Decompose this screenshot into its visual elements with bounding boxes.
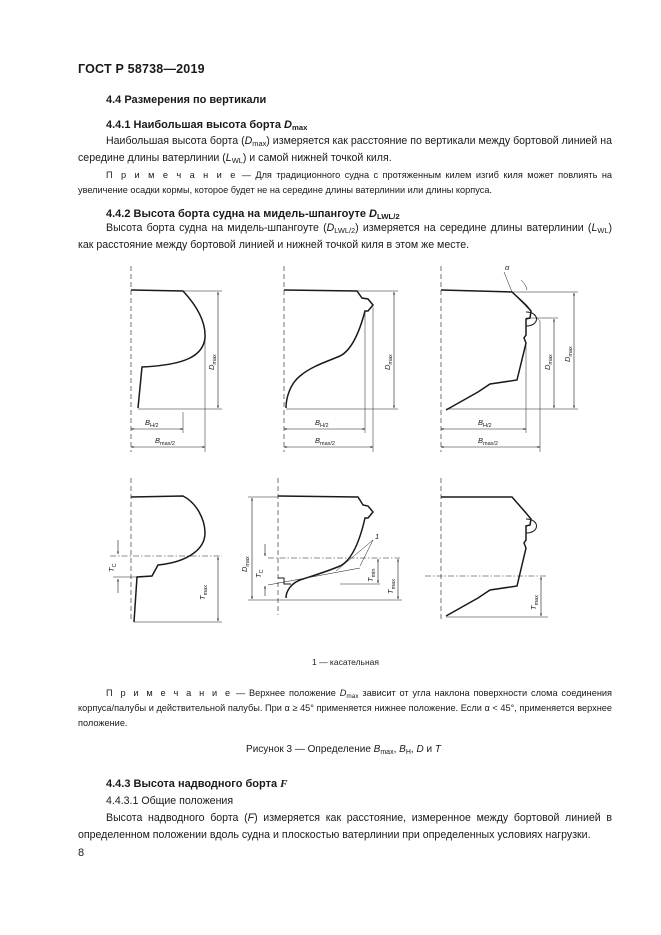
label-bh xyxy=(315,418,329,429)
subscript: max xyxy=(388,354,394,365)
caption-text: Рисунок 3 — Определение xyxy=(246,744,374,755)
symbol: D xyxy=(543,364,552,370)
symbol: D xyxy=(240,566,249,572)
symbol: D xyxy=(207,364,216,370)
subscript: max xyxy=(391,579,397,590)
symbol: D xyxy=(563,356,572,362)
symbol: T xyxy=(529,605,538,610)
symbol: T xyxy=(254,573,263,578)
symbol: D xyxy=(339,688,347,698)
subscript: min xyxy=(371,568,377,578)
page-number: 8 xyxy=(78,847,85,859)
note-text: зависит от угла наклона поверхности слома соединения корпуса/палубы и действительной палубы. При α ≥ 45° применяется нижнее положение. Если α < 45°, применяется верхнее положение. xyxy=(78,688,613,728)
label-alpha: α xyxy=(505,263,510,272)
title-subscript: LWL/2 xyxy=(376,212,400,221)
subscript: LWL/2 xyxy=(334,226,356,235)
hull-section xyxy=(278,496,373,598)
note-label: П р и м е ч а н и е xyxy=(106,170,238,180)
label-tmax xyxy=(386,579,397,594)
label-dmax xyxy=(543,354,554,370)
document-header: ГОСТ Р 58738—2019 xyxy=(78,62,205,76)
text-run: Высота борта судна на мидель-шпангоуте ( xyxy=(106,222,327,234)
figure-note xyxy=(78,686,612,731)
symbol: T xyxy=(386,589,395,594)
title-symbol: D xyxy=(284,119,292,131)
callout-1: 1 xyxy=(375,532,380,541)
subscript: max xyxy=(245,556,251,567)
legend-text: 1 — касательная xyxy=(311,657,380,667)
alpha-arc xyxy=(521,280,527,290)
label-bmax xyxy=(315,436,335,447)
panel-5 xyxy=(248,478,402,615)
section-4-4-3-title xyxy=(106,778,287,790)
text-run: ) измеряется как расстояние по вертикали между бортовой линией на середине длины ватерлинии ( xyxy=(78,135,612,164)
callout-leader xyxy=(336,540,373,571)
symbol: D xyxy=(244,135,253,147)
section-4-4-title: 4.4 Размерения по вертикали xyxy=(106,94,267,106)
label-dmax xyxy=(240,556,251,572)
label-tmax xyxy=(529,595,540,610)
subscript: C xyxy=(112,563,118,568)
symbol: T xyxy=(434,744,441,755)
subscript: max xyxy=(346,693,359,700)
hull-section xyxy=(441,497,531,616)
symbol: T xyxy=(198,595,207,600)
panel-3 xyxy=(441,266,578,452)
subscript: max xyxy=(380,749,394,756)
symbol: B xyxy=(373,744,381,755)
subscript: max xyxy=(212,354,218,365)
text-run: ) как расстояние между бортовой линией и нижней точкой киля в этом же месте. xyxy=(78,222,613,251)
subscript: H/2 xyxy=(150,423,159,429)
subscript: max xyxy=(203,585,209,596)
subscript: WL xyxy=(231,156,243,165)
subscript: max xyxy=(548,354,554,365)
hull-section xyxy=(441,290,531,410)
subscript: max/2 xyxy=(320,441,335,447)
symbol: T xyxy=(366,577,375,582)
alpha-leader xyxy=(504,272,512,292)
symbol: B xyxy=(399,744,406,755)
symbol: D xyxy=(326,222,335,234)
symbol: L xyxy=(591,222,598,234)
panel-2 xyxy=(284,266,398,452)
caption-text: и xyxy=(423,744,435,755)
subscript: max/2 xyxy=(483,441,498,447)
callout-leader xyxy=(360,540,373,566)
subscript: C xyxy=(259,569,265,574)
label-tc xyxy=(107,563,118,572)
symbol: B xyxy=(315,418,321,427)
caption-text: , xyxy=(393,744,400,755)
label-tmax xyxy=(198,585,209,600)
title-symbol: F xyxy=(280,778,288,790)
note-text: — Для традиционного судна с протяженным килем изгиб киля может повлиять на увеличение осадки кормы, которое будет не на середине длины ватерлинии или длины корпуса. xyxy=(78,170,612,195)
label-dmax xyxy=(383,354,394,370)
title-text: 4.4.1 Наибольшая высота борта xyxy=(106,119,285,131)
title-text: 4.4.3 Высота надводного борта xyxy=(106,778,281,790)
hull-section xyxy=(131,496,205,622)
panel-6 xyxy=(425,478,548,620)
subscript: max xyxy=(534,595,540,606)
subscript: H/2 xyxy=(483,423,492,429)
symbol: L xyxy=(225,152,232,164)
symbol: F xyxy=(247,812,255,824)
text-run: Высота надводного борта ( xyxy=(106,812,248,824)
label-dmax xyxy=(207,354,218,370)
subscript: WL xyxy=(597,226,609,235)
subscript: H/2 xyxy=(320,423,329,429)
section-4-4-3-1-paragraph xyxy=(78,810,612,844)
symbol: B xyxy=(145,418,151,427)
symbol: D xyxy=(416,744,424,755)
text-run: Наибольшая высота борта ( xyxy=(106,135,245,147)
note-text: — Верхнее положение xyxy=(232,688,340,698)
slope-line xyxy=(512,292,540,321)
label-tc xyxy=(254,569,265,578)
title-symbol: D xyxy=(369,208,377,220)
text-run: ) измеряется на середине длины ватерлинии ( xyxy=(355,222,592,234)
text-run: ) и самой нижней точкой киля. xyxy=(242,152,392,164)
section-4-4-3-1-title: 4.4.3.1 Общие положения xyxy=(106,795,234,807)
hull-section xyxy=(284,290,373,408)
symbol: B xyxy=(478,418,484,427)
hull-section xyxy=(131,290,205,408)
note-label: П р и м е ч а н и е xyxy=(106,688,233,698)
caption-text: , xyxy=(410,744,417,755)
symbol: B xyxy=(478,436,484,445)
label-bmax xyxy=(478,436,498,447)
title-subscript: max xyxy=(291,123,308,132)
label-bmax xyxy=(155,436,175,447)
symbol: D xyxy=(383,364,392,370)
symbol: B xyxy=(315,436,321,445)
label-bh xyxy=(145,418,159,429)
subscript: max xyxy=(252,139,267,148)
figure-legend xyxy=(0,657,661,667)
subscript: max xyxy=(568,346,574,357)
symbol: B xyxy=(155,436,161,445)
label-bh xyxy=(478,418,492,429)
label-tmin xyxy=(366,569,377,582)
subscript: H xyxy=(405,749,411,756)
symbol: T xyxy=(107,567,116,572)
subscript: max/2 xyxy=(160,441,175,447)
title-text: 4.4.2 Высота борта судна на мидель-шпангоуте xyxy=(106,208,370,220)
figure-caption xyxy=(0,744,661,755)
label-dmax xyxy=(563,346,574,362)
tangent-line xyxy=(268,568,360,585)
text-run: ) измеряется как расстояние, измеренное между бортовой линией в определенном положении вдоль судна и плоскостью ватерлинии при определенных условиях нагрузки. xyxy=(78,812,612,841)
